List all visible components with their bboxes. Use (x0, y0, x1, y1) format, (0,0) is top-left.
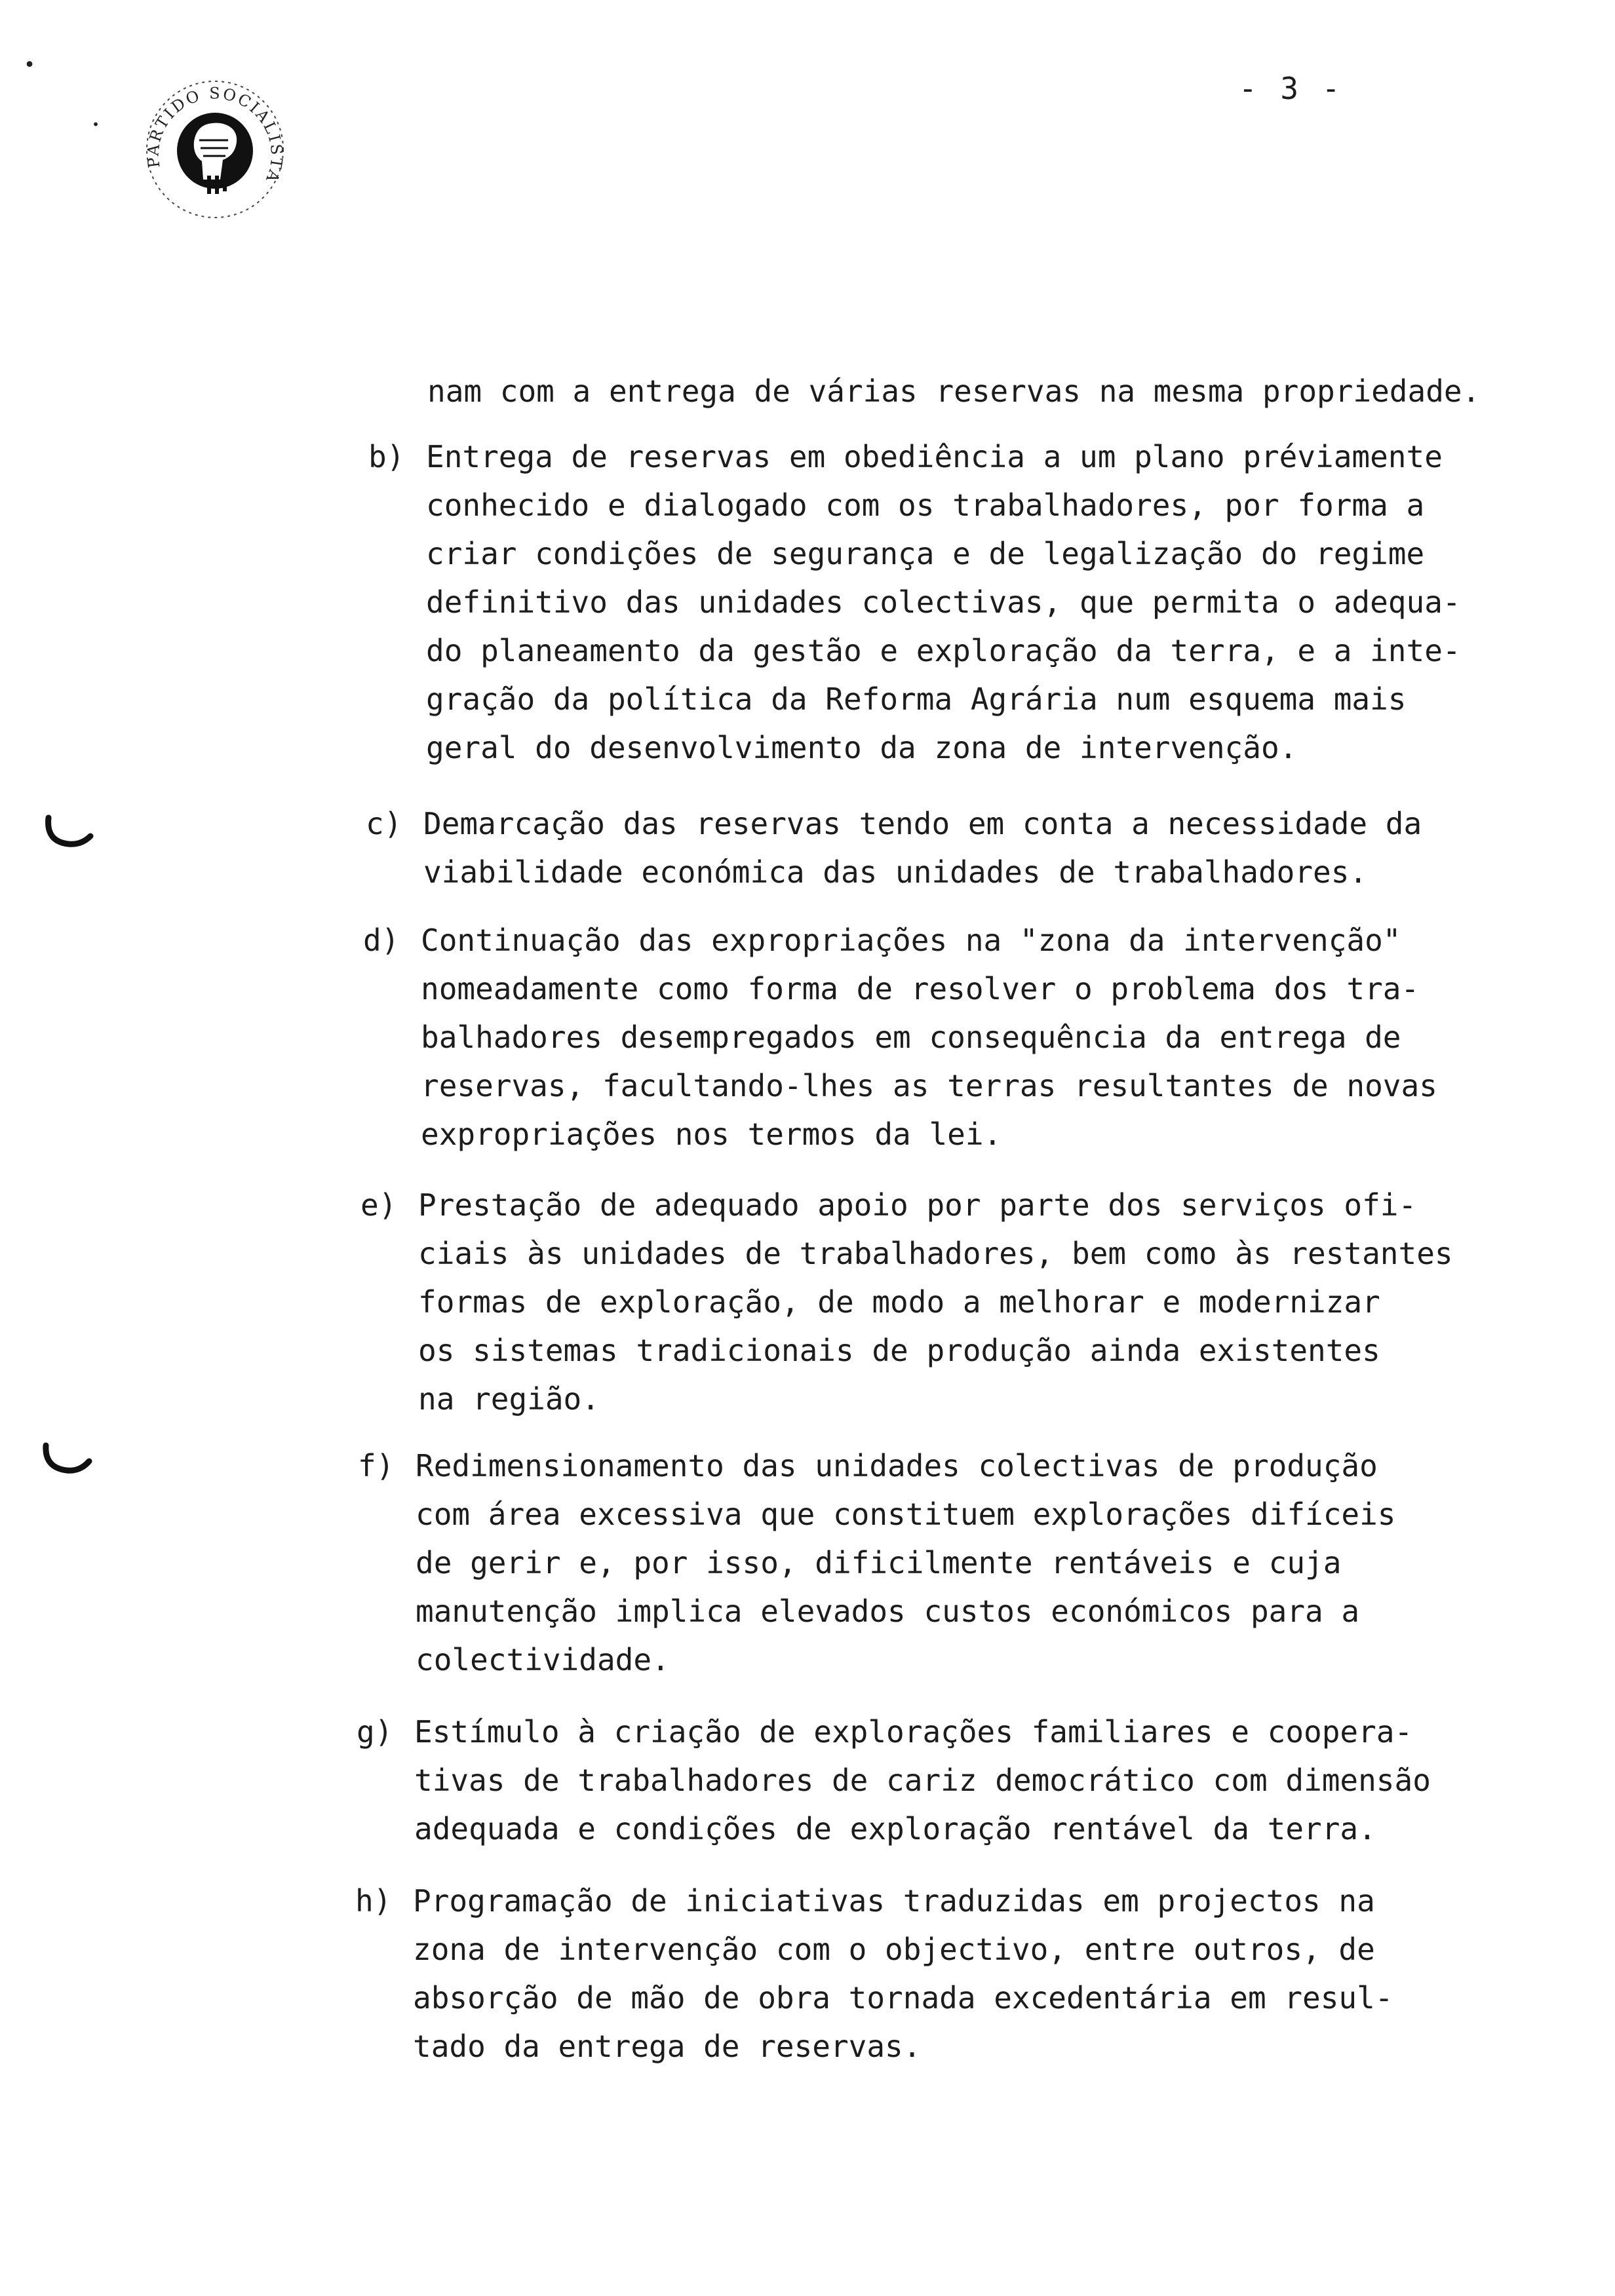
fist-emblem-icon (143, 77, 287, 221)
punch-hole-mark (42, 813, 94, 852)
continuation-line: nam com a entrega de várias reservas na mesma propriedade. (427, 373, 1481, 409)
item-letter: f) (358, 1448, 395, 1483)
item-line: tado da entrega de reservas. (413, 2029, 922, 2064)
item-line: criar condições de segurança e de legalização do regime (426, 536, 1425, 571)
item-letter: h) (355, 1883, 392, 1919)
item-line: viabilidade económica das unidades de trabalhadores. (423, 854, 1368, 890)
item-line: Programação de iniciativas traduzidas em projectos na (413, 1883, 1375, 1919)
punch-hole-mark (41, 1439, 93, 1478)
item-line: balhadores desempregados em consequência da entrega de (421, 1020, 1401, 1055)
item-line: manutenção implica elevados custos económicos para a (416, 1594, 1360, 1629)
item-line: nomeadamente como forma de resolver o problema dos tra- (421, 971, 1420, 1006)
item-line: definitivo das unidades colectivas, que permita o adequa- (426, 584, 1461, 620)
item-line: na região. (418, 1381, 600, 1417)
item-line: conhecido e dialogado com os trabalhadores, por forma a (426, 488, 1425, 523)
item-line: Prestação de adequado apoio por parte dos serviços ofi- (418, 1187, 1417, 1223)
item-letter: e) (360, 1187, 397, 1223)
item-letter: g) (357, 1714, 393, 1750)
item-line: absorção de mão de obra tornada excedentária em resul- (413, 1980, 1393, 2016)
item-line: do planeamento da gestão e exploração da terra, e a inte- (426, 633, 1461, 668)
item-line: geral do desenvolvimento da zona de intervenção. (426, 730, 1298, 765)
item-line: Estímulo à criação de explorações familiares e coopera- (414, 1714, 1413, 1750)
item-line: zona de intervenção com o objectivo, entre outros, de (413, 1932, 1375, 1967)
item-line: gração da política da Reforma Agrária num esquema mais (426, 681, 1407, 717)
scan-speck: • (92, 117, 100, 132)
item-letter: d) (363, 923, 400, 958)
item-line: Entrega de reservas em obediência a um plano préviamente (426, 439, 1443, 474)
item-line: Continuação das expropriações na "zona da intervenção" (421, 923, 1401, 958)
item-line: colectividade. (416, 1642, 670, 1677)
party-logo (143, 77, 287, 221)
item-line: tivas de trabalhadores de cariz democrático com dimensão (414, 1763, 1431, 1798)
scan-speck: • (24, 54, 36, 77)
item-line: reservas, facultando-lhes as terras resultantes de novas (421, 1068, 1437, 1103)
item-line: adequada e condições de exploração rentável da terra. (414, 1811, 1376, 1846)
item-line: formas de exploração, de modo a melhorar e modernizar (418, 1284, 1380, 1320)
svg-text:PARTIDO SOCIALISTA: PARTIDO SOCIALISTA (144, 84, 286, 187)
item-line: com área excessiva que constituem explorações difíceis (416, 1497, 1396, 1532)
item-line: Demarcação das reservas tendo em conta a necessidade da (423, 806, 1422, 841)
page-number: - 3 - (1239, 71, 1343, 106)
item-line: os sistemas tradicionais de produção ainda existentes (418, 1333, 1380, 1368)
item-line: de gerir e, por isso, dificilmente rentáveis e cuja (416, 1545, 1342, 1580)
item-letter: b) (368, 439, 405, 474)
item-line: expropriações nos termos da lei. (421, 1117, 1002, 1152)
item-line: Redimensionamento das unidades colectivas de produção (416, 1448, 1378, 1483)
item-letter: c) (366, 806, 402, 841)
item-line: ciais às unidades de trabalhadores, bem como às restantes (418, 1236, 1453, 1271)
